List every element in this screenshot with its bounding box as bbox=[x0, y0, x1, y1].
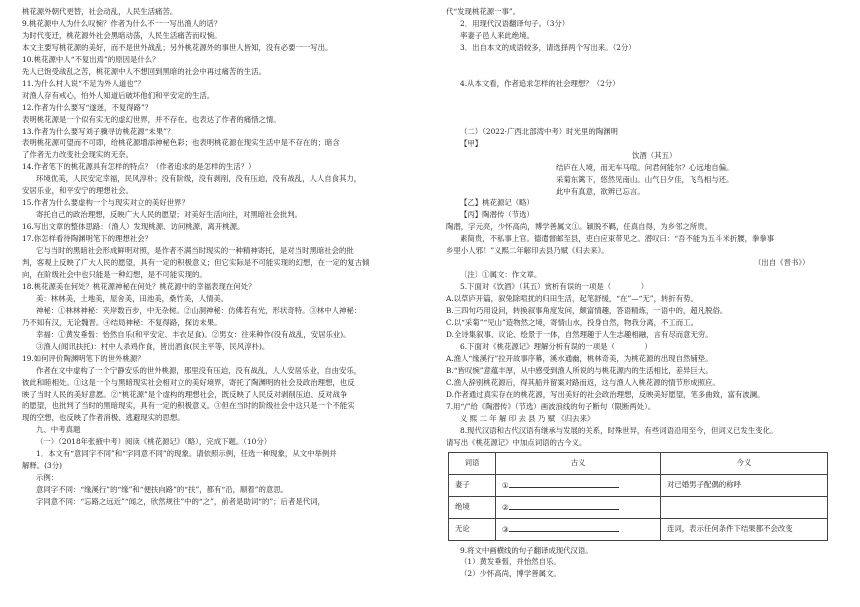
table-row bbox=[449, 496, 828, 518]
text-line: 18.桃花源美在何处？桃花源神秘在何处？桃花源中的幸福表现在何处？ bbox=[22, 281, 256, 291]
answer-space[interactable] bbox=[446, 66, 844, 78]
text-line: 8.现代汉语和古代汉语有继承与发展的关系，时殊世异，有些词语沿用至今，但词义已发生变化。 bbox=[460, 425, 778, 435]
text-line: 代“发现桃花源一事”。 bbox=[446, 7, 521, 16]
table-cell-ancient bbox=[496, 518, 661, 540]
left-column bbox=[22, 6, 430, 508]
text-line: 现的空想，也反映了作者消极、逃避现实的思想。 bbox=[22, 413, 185, 423]
text-line: 16.写出文章的整体思路：（渔人）发现桃源、访问桃源、离开桃源。 bbox=[22, 222, 245, 232]
table-cell-ancient bbox=[496, 474, 661, 496]
text-line: 6.下面对《桃花源记》理解分析有误的一项是（ ） bbox=[460, 341, 652, 351]
text-line: 5.下面对《饮酒》（其五）赏析有误的一项是（ ） bbox=[460, 282, 649, 292]
text-line: B.三四句巧用设问，转换叙事角度发问，颇富情趣，答语精炼，一语中的，超凡脱俗。 bbox=[446, 306, 728, 316]
text-line: 17.你怎样看待陶渊明笔下的理想社会？ bbox=[22, 234, 153, 244]
text-line: 素简贵，不私事上官。德遣督邮至县，吏白应束带见之。潜叹曰：“吾不能为五斗米折腰，拳拳事 bbox=[460, 234, 775, 244]
text-line: （1）黄发垂髫，并怡然自乐。 bbox=[460, 557, 561, 567]
text-line: B.“皆叹惋”意蕴丰厚，从中感受到渔人所说的与桃花源内的生活相比，差异巨大。 bbox=[446, 365, 713, 375]
table-cell-word: 绝境 bbox=[449, 496, 496, 518]
text-line: 桃花源外朝代更替，社会动乱，人民生活痛苦。 bbox=[22, 7, 178, 16]
text-line: 19.如何评价陶渊明笔下的世外桃源？ bbox=[22, 353, 145, 363]
vocab-table bbox=[448, 452, 828, 541]
text-line: 15.作者为什么要虚构一个与现实对立的美好世界？ bbox=[22, 198, 189, 208]
text-line: 【乙】桃花源记（略） bbox=[460, 198, 534, 208]
text-line: 【丙】陶潜传（节选） bbox=[460, 210, 534, 220]
text-line: 2．用现代汉语翻译句子。（3分） bbox=[460, 18, 570, 28]
text-line: 幸福：①黄发垂髫：怡然自乐(和平安定、丰衣足食)。②男女：往来种作(没有战乱，安居乐业)。 bbox=[36, 329, 351, 339]
table-cell-modern: 对已婚男子配偶的称呼 bbox=[661, 474, 828, 496]
table-row bbox=[449, 518, 828, 540]
source-citation: （出自《晋书》） bbox=[754, 258, 810, 268]
text-line: 神秘：①林林神秘：夹岸数百步，中无杂树。②山洞神秘：仿佛若有光，形状奇特。③林中人神秘： bbox=[36, 305, 362, 315]
text-line: 字同意不同：“忘路之远近”“闻之，欣然规往”中的“之”，前者是助词“的”；后者是代词， bbox=[36, 497, 325, 507]
text-line: 它与当时的黑暗社会形成鲜明对照，是作者不满当时现实的一种精神寄托，是对当时黑暗社会的批 bbox=[36, 246, 354, 256]
text-line: 本文主要写桃花源的美好，而不是世外战乱；另外桃花源外的事世人皆知，没有必要一一写出。 bbox=[22, 42, 333, 52]
poem-title: 饮酒（其五） bbox=[632, 150, 677, 160]
right-column bbox=[446, 6, 844, 580]
text-line: 表明桃花源是一个似有实无的虚幻世界，并不存在。也表达了作者的痛惜之情。 bbox=[22, 114, 281, 124]
answer-space[interactable] bbox=[446, 102, 844, 114]
right-bottom-block bbox=[446, 545, 844, 581]
table-header-modern: 今义 bbox=[661, 452, 828, 474]
text-line: 采菊东篱下，悠然见南山。山气日夕佳，飞鸟相与还。 bbox=[556, 174, 734, 184]
answer-blank[interactable] bbox=[509, 523, 619, 532]
text-line: （二）（2022·广西北部湾中考）时光里的陶渊明 bbox=[460, 126, 618, 136]
table-row bbox=[449, 474, 828, 496]
text-line: 表明桃花源可望而不可即，给桃花源增添神秘色彩；也表明桃花源在现实生活中是不存在的；暗含 bbox=[22, 138, 340, 148]
text-line: 示例： bbox=[36, 473, 59, 483]
table-header-row bbox=[449, 452, 828, 474]
text-line: ③渔人(闻讯扶托)：村中人杀鸡作食，皆出酒食(民主平等，民风淳朴)。 bbox=[36, 341, 270, 351]
text-line: 14.作者笔下的桃花源具有怎样的特点？（作者追求的是怎样的生活？） bbox=[22, 162, 256, 172]
text-line: 寄托自己的政治理想，反映广大人民的愿望；对美好生活向往，对黑暗社会批判。 bbox=[36, 210, 303, 220]
text-line: 的愿望，也批判了当时的黑暗现实，具有一定的积极意义。③但在当时的阶级社会中这只是一个不能实 bbox=[22, 401, 355, 411]
right-top-block bbox=[446, 6, 844, 449]
table-cell-word: 无论 bbox=[449, 518, 496, 540]
text-line: （2）少怀高尚，博学善属文。 bbox=[460, 569, 561, 579]
table-header-ancient: 古义 bbox=[496, 452, 661, 474]
text-line: 10.桃花源中人“不复出焉”的原因是什么？ bbox=[22, 54, 160, 64]
text-line: 12.作者为什么要写“遂迷，不复得路”？ bbox=[22, 102, 153, 112]
text-line: A.以草庐开篇，叙兔除喧扰的归田生活，起笔舒缓，“在”—“无”，转折有势。 bbox=[446, 294, 698, 304]
text-line: 结庐在人境，而无车马喧。问君何能尔？心远地自偏。 bbox=[556, 162, 734, 172]
text-line: 陶潜，字元亮，少怀高尚，博学善属文①。颖脱不羁，任真自得，为乡邻之所贵。 bbox=[446, 222, 713, 232]
text-line: 3．出自本文的成语较多，请选择两个写出来。（2分） bbox=[460, 42, 636, 52]
text-line: 了作者无力改变社会现实的无奈。 bbox=[22, 150, 133, 160]
answer-space[interactable] bbox=[446, 114, 844, 126]
text-line: 判，客观上反映了广大人民的愿望，具有一定的积极意义；但它实际是不可能实现的幻想，在一定的复古倾 bbox=[22, 258, 370, 268]
text-line: 解释。(3分) bbox=[22, 461, 63, 471]
text-line: （一）（2018年张掖中考）阅读《桃花源记》（略），完成下题。（10分） bbox=[36, 437, 272, 447]
answer-marker: ① bbox=[502, 480, 509, 490]
text-line: 请写出《桃花源记》中加点词语的古今义。 bbox=[446, 437, 587, 447]
text-line: 乡里小人邪！”义熙二年解印去县乃赋《归去来》。 bbox=[446, 246, 609, 256]
answer-marker: ② bbox=[502, 502, 509, 512]
text-line: 彼此和睦相处。①这是一个与黑暗现实社会相对立的美好境界，寄托了陶渊明的社会及政治理想，也反 bbox=[22, 377, 355, 387]
answer-space[interactable] bbox=[446, 54, 844, 66]
text-line: 为时代变迁，桃花源外社会黑暗动荡，人民生活痛苦而叹惋。 bbox=[22, 30, 222, 40]
table-cell-modern bbox=[661, 496, 828, 518]
table-cell-ancient bbox=[496, 496, 661, 518]
text-line: D.作者通过真实存在的桃花源，写出美好的社会政治理想，反映美好愿望，笔多曲致，富有波澜。 bbox=[446, 389, 765, 399]
table-cell-modern: 连词，表示任何条件下结果都不会改变 bbox=[661, 518, 828, 540]
text-line: 对渔人存有戒心，怕外人知道后破坏他们和平安定的生活。 bbox=[22, 90, 215, 100]
answer-blank[interactable] bbox=[509, 501, 619, 510]
text-line: 作者在文中虚构了一个宁静安乐的世外桃源，那里没有压迫，没有战乱，人人安居乐业，自由安乐， bbox=[36, 365, 362, 375]
text-line: 映了当时人民的美好意愿。②“桃花源”是个虚构的理想社会，既反映了人民反对剥削压迫、反对战争 bbox=[22, 389, 348, 399]
text-line: 义 熙 二 年 解 印 去 县 乃 赋 《归去来》 bbox=[460, 413, 595, 423]
text-line: 美：林林美，土地美，屋舍美，田池美，桑竹美，人情美。 bbox=[36, 293, 229, 303]
text-line: 11.为什么村人说“不足为外人道也”？ bbox=[22, 78, 145, 88]
text-line: 九、中考真题 bbox=[36, 425, 81, 435]
text-line: 1．本文有“意同字不同”和“字同意不同”的现象。请依照示例，任选一种现象，从文中举例并 bbox=[36, 449, 337, 459]
text-line: 9.将文中画横线的句子翻译成现代汉语。 bbox=[460, 545, 593, 555]
text-line: 向，在阶级社会中也只能是一种幻想，是不可能实现的。 bbox=[22, 269, 207, 279]
text-line: C.以“采菊”“见山”造物然之境，寄情山水，投身自然，物我分离，不工而工。 bbox=[446, 318, 698, 328]
text-line: 先人已饱受战乱之苦，桃花源中人不想回到黑暗的社会中再过痛苦的生活。 bbox=[22, 66, 266, 76]
text-line: 安居乐业，和平安宁的理想社会。 bbox=[22, 186, 133, 196]
answer-blank[interactable] bbox=[509, 479, 619, 488]
text-line: D.全诗集叙事、议论、绘景于一体，自然理趣于人生志趣相融，言有尽而意无穷。 bbox=[446, 329, 713, 339]
text-line: 7.用“/”给《陶潜传》（节选）画波浪线的句子断句（限断两处）。 bbox=[446, 401, 656, 411]
text-line: A.渔人“缘溪行”拉开故事序幕，溪水通幽，桃林奇美，为桃花源的出现自然铺垫。 bbox=[446, 353, 713, 363]
text-line: 意同字不同：“缘溪行”的“缘”和“便扶向路”的“扶”，都有“沿，顺着”的意思。 bbox=[36, 485, 289, 495]
table-cell-word: 妻子 bbox=[449, 474, 496, 496]
text-line: 13.作者为什么要写刘子骥寻访桃花源“未果”？ bbox=[22, 126, 175, 136]
text-line: 环境优美，人民安定幸福，民风淳朴；没有阶级，没有剥削，没有压迫，没有战乱，人人自食其力， bbox=[36, 174, 362, 184]
table-header-word: 词语 bbox=[449, 452, 496, 474]
text-line: C.渔人辞别桃花源后，得其船并留案对路而返，这与渔人入桃花源的情节形成照应。 bbox=[446, 377, 720, 387]
text-line: 乃不知有汉，无论魏晋。④结局神秘：不复得路，探访未果。 bbox=[22, 317, 222, 327]
answer-space[interactable] bbox=[446, 90, 844, 102]
text-line: 【甲】 bbox=[460, 138, 483, 148]
text-line: 率妻子邑人来此绝境。 bbox=[460, 30, 534, 40]
text-line: 〔注〕①属文：作文章。 bbox=[460, 270, 542, 280]
text-line: 9.桃花源中人为什么叹惋？作者为什么不一一写出渔人的话？ bbox=[22, 18, 222, 28]
answer-marker: ③ bbox=[502, 524, 509, 534]
text-line: 4.从本文看，作者追求怎样的社会理想？（2分） bbox=[460, 78, 620, 88]
text-line: 此中有真意，欲辨已忘言。 bbox=[556, 186, 645, 196]
